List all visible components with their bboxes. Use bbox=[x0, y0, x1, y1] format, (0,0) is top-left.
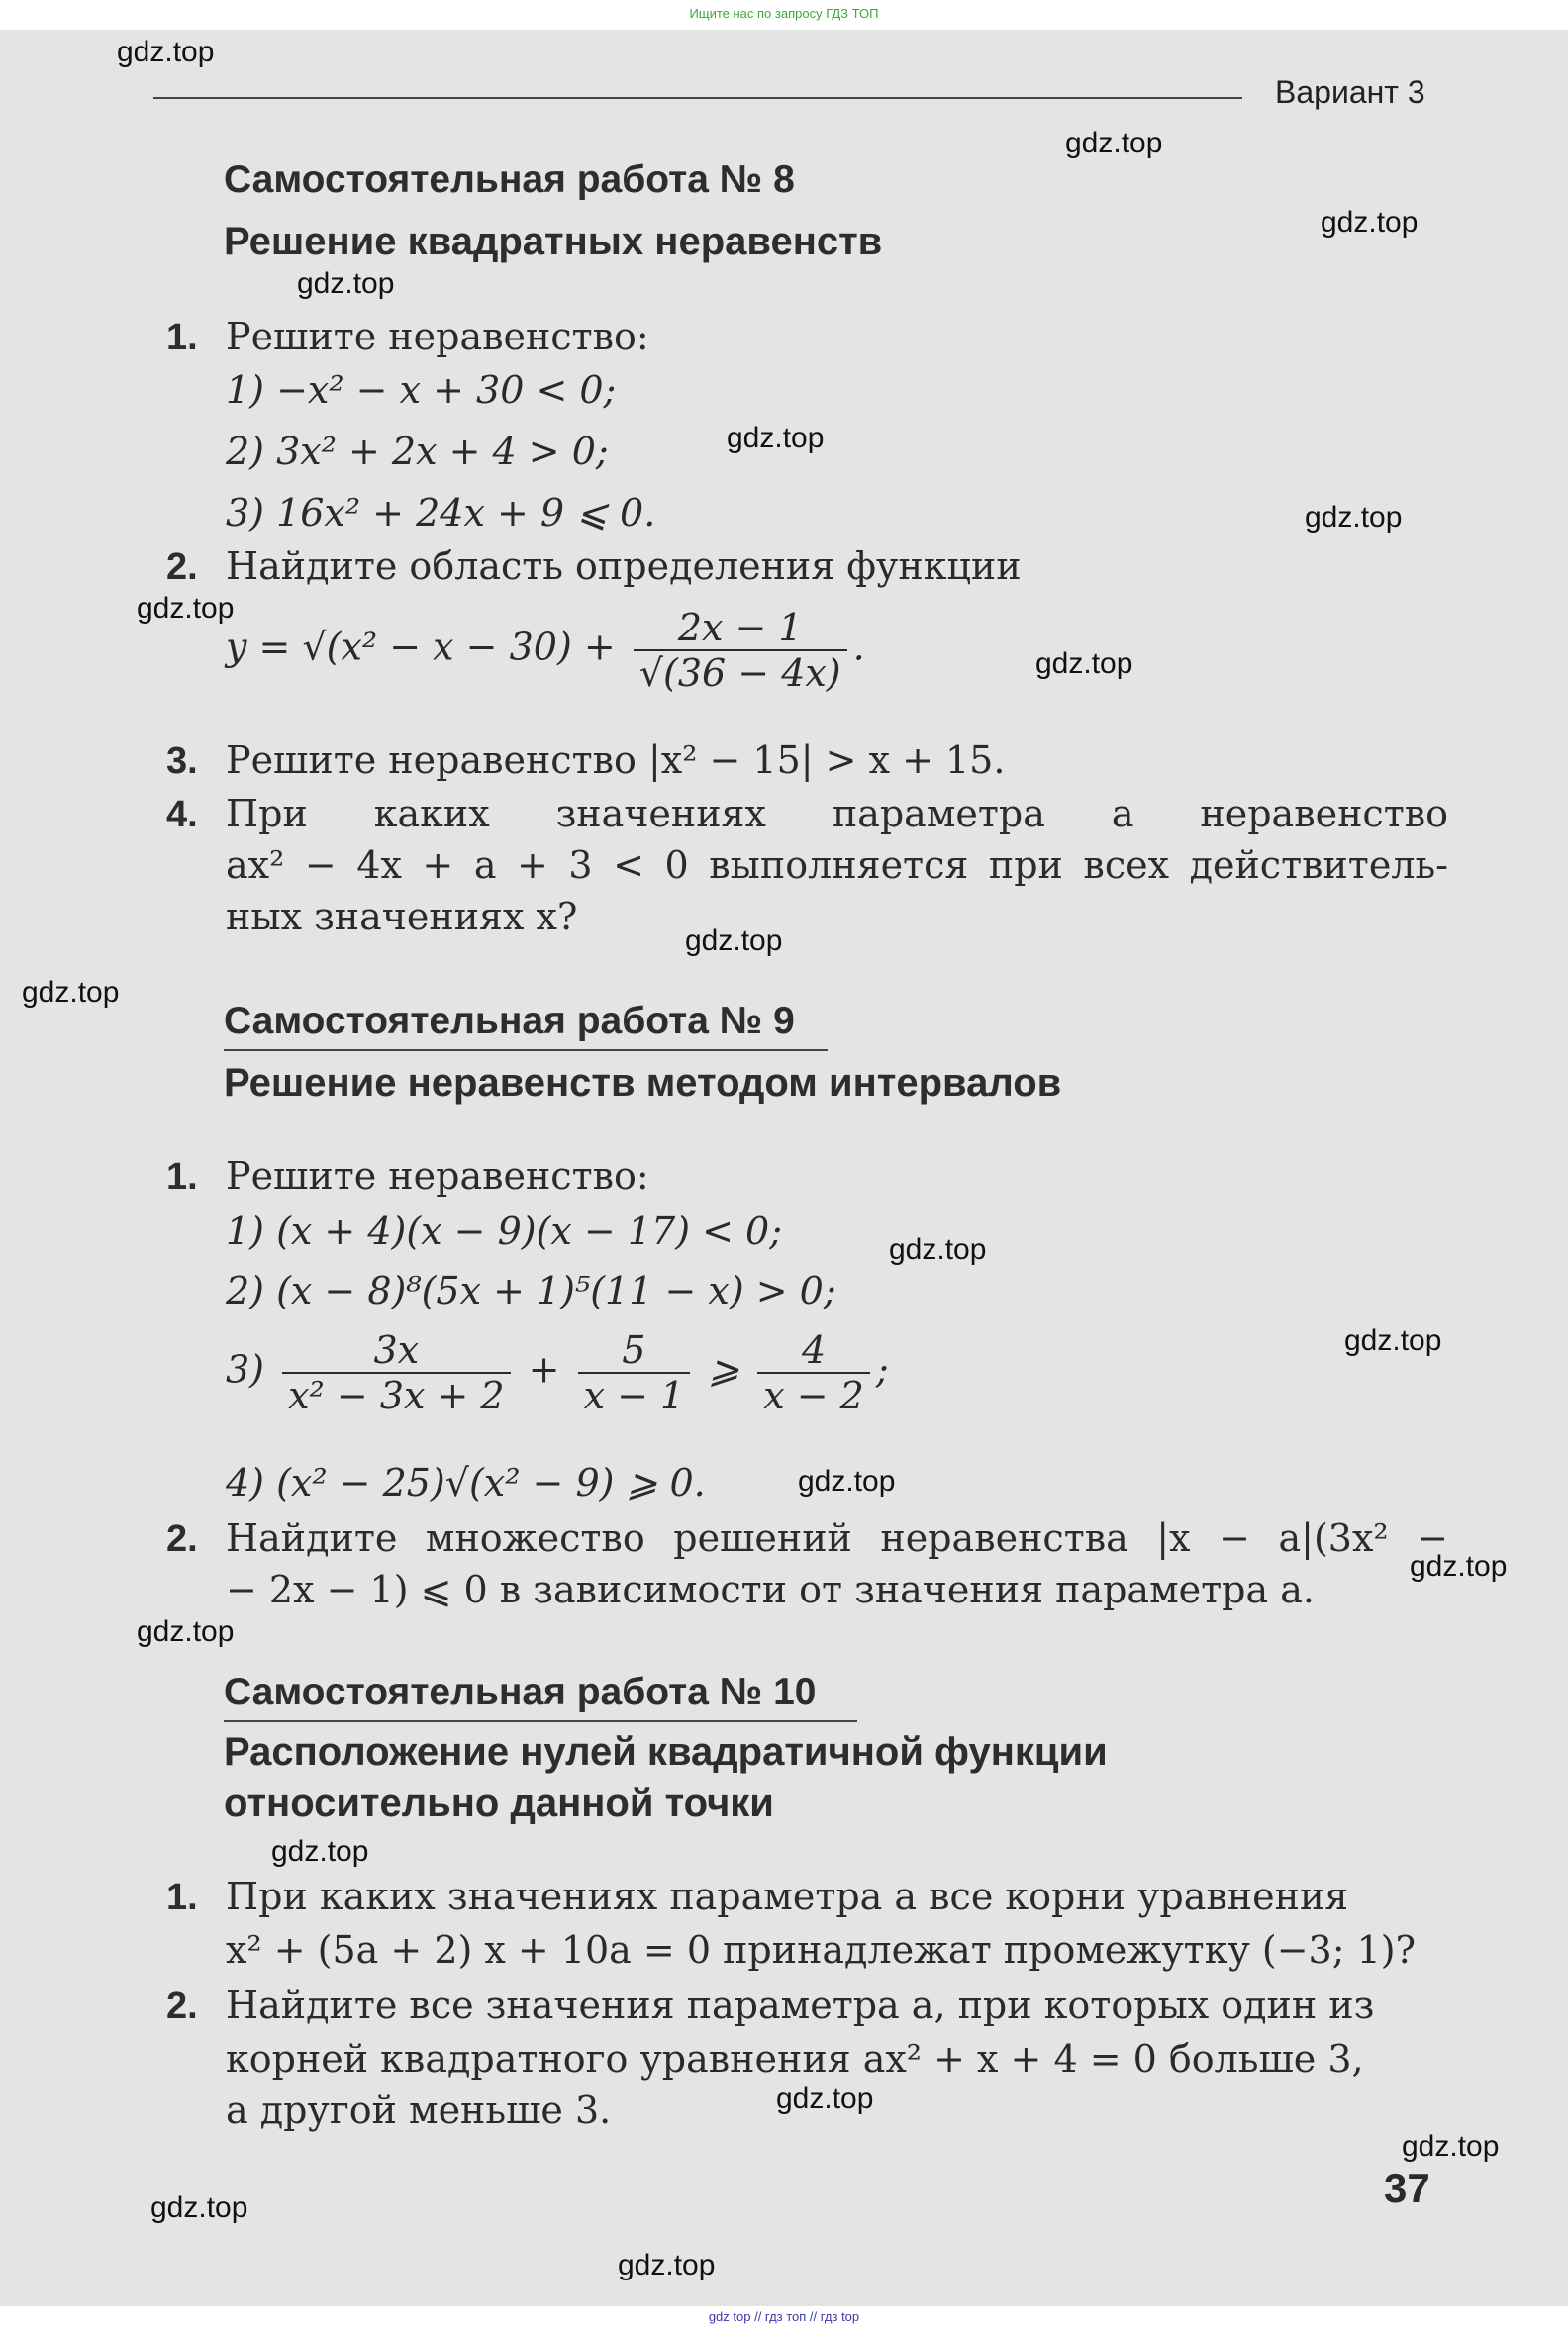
watermark: gdz.top bbox=[150, 2191, 248, 2224]
s8-task4-number: 4. bbox=[166, 794, 198, 835]
s9-task1-text: Решите неравенство: bbox=[226, 1154, 649, 1198]
watermark: gdz.top bbox=[889, 1233, 987, 1266]
s9-fraction-1 bbox=[282, 1328, 510, 1417]
section-10-title-underline bbox=[224, 1720, 857, 1722]
watermark: gdz.top bbox=[618, 2249, 716, 2281]
s9-task1-item3-prefix: 3) bbox=[226, 1347, 265, 1392]
s8-task2-text: Найдите область определения функции bbox=[226, 544, 1022, 588]
s8-task2-numerator: 2x − 1 bbox=[634, 606, 847, 651]
section-9-subtitle: Решение неравенств методом интервалов bbox=[224, 1061, 1062, 1105]
s10-task2-line1: Найдите все значения параметра a, при которых один из bbox=[226, 1984, 1375, 2027]
section-8-title: Самостоятельная работа № 8 bbox=[224, 158, 795, 201]
s9-task2-line1: Найдите множество решений неравенства |x − a|(3x² − bbox=[226, 1516, 1448, 1560]
s8-task3-text: Решите неравенство |x² − 15| > x + 15. bbox=[226, 738, 1006, 782]
s9-task1-number: 1. bbox=[166, 1156, 198, 1198]
watermark: gdz.top bbox=[727, 422, 825, 454]
s9-fraction-2-num: 5 bbox=[578, 1328, 691, 1374]
watermark: gdz.top bbox=[22, 976, 120, 1009]
watermark: gdz.top bbox=[137, 592, 235, 625]
s9-plus-sign: + bbox=[528, 1347, 560, 1392]
s8-task4-line2: ax² − 4x + a + 3 < 0 выполняется при всех действитель- bbox=[226, 843, 1448, 887]
s9-fraction-1-den: x² − 3x + 2 bbox=[288, 1374, 505, 1417]
section-10-subtitle-1: Расположение нулей квадратичной функции bbox=[224, 1730, 1108, 1774]
watermark: gdz.top bbox=[1410, 1550, 1508, 1583]
s10-task1-line1: При каких значениях параметра a все корни уравнения bbox=[226, 1875, 1349, 1918]
s9-task1-item2: 2) (x − 8)⁸(5x + 1)⁵(11 − x) > 0; bbox=[226, 1269, 836, 1312]
watermark: gdz.top bbox=[1305, 501, 1403, 533]
watermark: gdz.top bbox=[1065, 127, 1163, 159]
watermark: gdz.top bbox=[1321, 206, 1419, 239]
s8-task4-line1: При каких значениях параметра a неравенство bbox=[226, 792, 1448, 835]
section-10-subtitle-2: относительно данной точки bbox=[224, 1782, 774, 1825]
watermark: gdz.top bbox=[798, 1465, 896, 1498]
s8-task2-formula bbox=[226, 606, 865, 695]
s9-task1-item1: 1) (x + 4)(x − 9)(x − 17) < 0; bbox=[226, 1210, 783, 1253]
s9-task2-number: 2. bbox=[166, 1518, 198, 1560]
s9-fraction-3-den: x − 2 bbox=[763, 1374, 864, 1417]
variant-label: Вариант 3 bbox=[1275, 74, 1425, 110]
s9-fraction-2 bbox=[578, 1328, 691, 1417]
s8-task1-number: 1. bbox=[166, 317, 198, 358]
bottom-note: gdz top // гдз топ // гдз top bbox=[708, 2309, 860, 2324]
s10-task1-number: 1. bbox=[166, 1877, 198, 1918]
s8-task1-item1: 1) −x² − x + 30 < 0; bbox=[226, 368, 617, 412]
s9-task1-item4: 4) (x² − 25)√(x² − 9) ⩾ 0. bbox=[226, 1461, 706, 1504]
s9-fraction-2-den: x − 1 bbox=[583, 1374, 685, 1417]
s8-task1-item3: 3) 16x² + 24x + 9 ⩽ 0. bbox=[226, 491, 656, 534]
s10-task1-line2: x² + (5a + 2) x + 10a = 0 принадлежат промежутку (−3; 1)? bbox=[226, 1928, 1416, 1972]
s9-task1-item3 bbox=[226, 1328, 889, 1417]
s8-task1-item2: 2) 3x² + 2x + 4 > 0; bbox=[226, 430, 609, 473]
s8-task1-text: Решите неравенство: bbox=[226, 315, 649, 358]
s9-item3-end: ; bbox=[875, 1347, 889, 1392]
s9-ge-sign: ⩾ bbox=[708, 1347, 740, 1392]
s9-fraction-1-num: 3x bbox=[282, 1328, 510, 1374]
s8-task2-fraction bbox=[634, 606, 847, 695]
s10-task2-line3: а другой меньше 3. bbox=[226, 2088, 612, 2132]
s9-fraction-3 bbox=[757, 1328, 870, 1417]
section-9-title: Самостоятельная работа № 9 bbox=[224, 1000, 795, 1042]
s8-task2-lhs: y = √(x² − x − 30) + bbox=[226, 625, 616, 669]
s8-task2-number: 2. bbox=[166, 546, 198, 588]
section-8-subtitle: Решение квадратных неравенств bbox=[224, 220, 883, 263]
watermark: gdz.top bbox=[776, 2083, 874, 2115]
watermark: gdz.top bbox=[685, 924, 783, 957]
header-rule bbox=[153, 97, 1242, 99]
s8-task3-number: 3. bbox=[166, 740, 198, 782]
s10-task2-line2: корней квадратного уравнения ax² + x + 4 = 0 больше 3, bbox=[226, 2037, 1364, 2081]
s8-task2-denominator: √(36 − 4x) bbox=[638, 651, 841, 695]
section-10-title: Самостоятельная работа № 10 bbox=[224, 1671, 817, 1713]
watermark: gdz.top bbox=[137, 1615, 235, 1648]
s8-task2-end: . bbox=[852, 625, 865, 669]
s10-task2-number: 2. bbox=[166, 1986, 198, 2027]
section-9-title-underline bbox=[224, 1049, 828, 1051]
s9-fraction-3-num: 4 bbox=[757, 1328, 870, 1374]
watermark: gdz.top bbox=[271, 1835, 369, 1868]
watermark: gdz.top bbox=[117, 36, 215, 68]
s8-task4-line3: ных значениях x? bbox=[226, 895, 578, 938]
s9-task2-line2: − 2x − 1) ⩽ 0 в зависимости от значения параметра a. bbox=[226, 1568, 1315, 1611]
watermark: gdz.top bbox=[1402, 2130, 1500, 2163]
watermark: gdz.top bbox=[297, 267, 395, 300]
page-number: 37 bbox=[1384, 2165, 1430, 2211]
watermark: gdz.top bbox=[1035, 647, 1133, 680]
watermark: gdz.top bbox=[1344, 1324, 1442, 1357]
top-note: Ищите нас по запросу ГДЗ ТОП bbox=[689, 6, 879, 21]
